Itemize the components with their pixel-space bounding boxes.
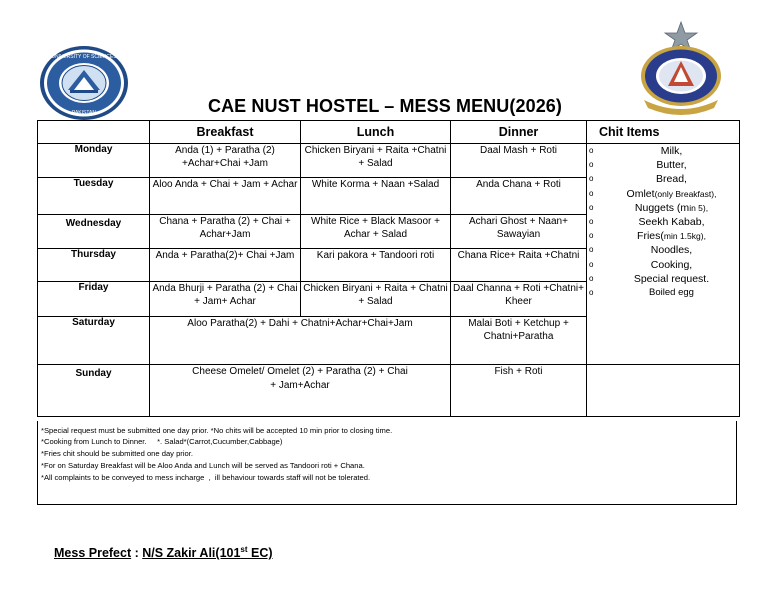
list-item: o Special request. (589, 272, 710, 285)
note-line: *All complaints to be conveyed to mess incharge , ill behaviour towards staff will not be tolerated. (41, 472, 371, 482)
svg-text:UNIVERSITY OF SCIENCES: UNIVERSITY OF SCIENCES (51, 54, 117, 60)
breakfast-lunch-cell: Cheese Omelet/ Omelet (2) + Paratha (2) + Chai + Jam+Achar (150, 365, 451, 417)
breakfast-cell: Chana + Paratha (2) + Chai + Achar+Jam (150, 215, 301, 249)
breakfast-cell: Anda (1) + Paratha (2) +Achar+Chai +Jam (150, 144, 301, 178)
breakfast-lunch-cell: Aloo Paratha(2) + Dahi + Chatni+Achar+Chai+Jam (150, 317, 451, 365)
bullet-icon: o (589, 160, 594, 170)
bullet-icon: o (589, 273, 594, 283)
bullet-icon: o (589, 231, 594, 241)
day-cell: Monday (38, 144, 150, 178)
column-header-dinner: Dinner (451, 121, 587, 144)
prefect-name: N/S Zakir Ali(101st EC) (142, 545, 273, 561)
list-item: o Butter, (589, 159, 687, 172)
day-cell: Sunday (38, 365, 150, 417)
lunch-cell: White Rice + Black Masoor + Achar + Salad (301, 215, 451, 249)
column-header-day (38, 121, 150, 144)
empty-cell (587, 365, 740, 417)
list-item: o Fries(min 1.5kg), (589, 230, 706, 243)
dinner-cell: Achari Ghost + Naan+ Sawayian (451, 215, 587, 249)
list-item: o Noodles, (589, 244, 693, 257)
note-line: *Special request must be submitted one day prior. *No chits will be accepted 10 min prior to closing time. (41, 426, 393, 435)
chit-items-list (589, 144, 737, 300)
list-item: o Seekh Kabab, (589, 216, 705, 229)
note-line: *For on Saturday Breakfast will be Aloo Anda and Lunch will be served as Tandoori roti + Chana. (41, 460, 365, 470)
bullet-icon: o (589, 188, 594, 198)
nust-seal-icon (38, 44, 130, 122)
mess-menu-table (37, 120, 740, 417)
cae-crest-icon (636, 20, 726, 116)
breakfast-cell: Anda Bhurji + Paratha (2) + Chai + Jam+ Achar (150, 282, 301, 317)
day-cell: Thursday (38, 249, 150, 282)
bullet-icon: o (589, 174, 594, 184)
table-row (38, 365, 740, 417)
bullet-icon: o (589, 288, 594, 298)
list-item: o Cooking, (589, 258, 693, 271)
list-item: o Milk, (589, 145, 683, 157)
page-title: CAE NUST HOSTEL – MESS MENU(2026) (207, 96, 563, 116)
chit-items-cell (587, 144, 740, 365)
list-item: o Nuggets (min 5), (589, 201, 709, 214)
table-row (38, 144, 740, 178)
dinner-cell: Chana Rice+ Raita +Chatni (451, 249, 587, 282)
bullet-icon: o (589, 259, 594, 269)
prefect-label: Mess Prefect (54, 546, 132, 561)
dinner-cell: Fish + Roti (451, 365, 587, 417)
day-cell: Friday (38, 282, 150, 317)
day-cell: Saturday (38, 317, 150, 365)
day-cell: Wednesday (38, 215, 150, 249)
header-row (38, 121, 740, 144)
list-item: o Boiled egg (589, 286, 737, 300)
dinner-cell: Daal Channa + Roti +Chatni+ Kheer (451, 282, 587, 317)
dinner-cell: Anda Chana + Roti (451, 178, 587, 215)
note-line: *Fries chit should be submitted one day prior. (41, 448, 193, 458)
column-header-chit-items: Chit Items (587, 121, 740, 144)
lunch-cell: Chicken Biryani + Raita + Chatni + Salad (301, 282, 451, 317)
lunch-cell: White Korma + Naan +Salad (301, 178, 451, 215)
prefect-separator: : (131, 546, 143, 561)
list-item: o Bread, (589, 173, 687, 186)
day-cell: Tuesday (38, 178, 150, 215)
dinner-cell: Malai Boti + Ketchup + Chatni+Paratha (451, 317, 587, 365)
mess-prefect (54, 545, 273, 560)
notes-box (37, 421, 737, 505)
bullet-icon: o (589, 245, 594, 255)
bullet-icon: o (589, 146, 594, 155)
list-item: o Omlet(only Breakfast), (589, 187, 717, 200)
note-line: *Cooking from Lunch to Dinner. *. Salad*(Carrot,Cucumber,Cabbage) (41, 437, 283, 447)
dinner-cell: Daal Mash + Roti (451, 144, 587, 178)
lunch-cell: Chicken Biryani + Raita +Chatni + Salad (301, 144, 451, 178)
svg-text:PAKISTAN: PAKISTAN (72, 110, 96, 116)
breakfast-cell: Aloo Anda + Chai + Jam + Achar (150, 178, 301, 215)
column-header-breakfast: Breakfast (150, 121, 301, 144)
bullet-icon: o (589, 202, 594, 212)
column-header-lunch: Lunch (301, 121, 451, 144)
bullet-icon: o (589, 217, 594, 227)
lunch-cell: Kari pakora + Tandoori roti (301, 249, 451, 282)
breakfast-cell: Anda + Paratha(2)+ Chai +Jam (150, 249, 301, 282)
